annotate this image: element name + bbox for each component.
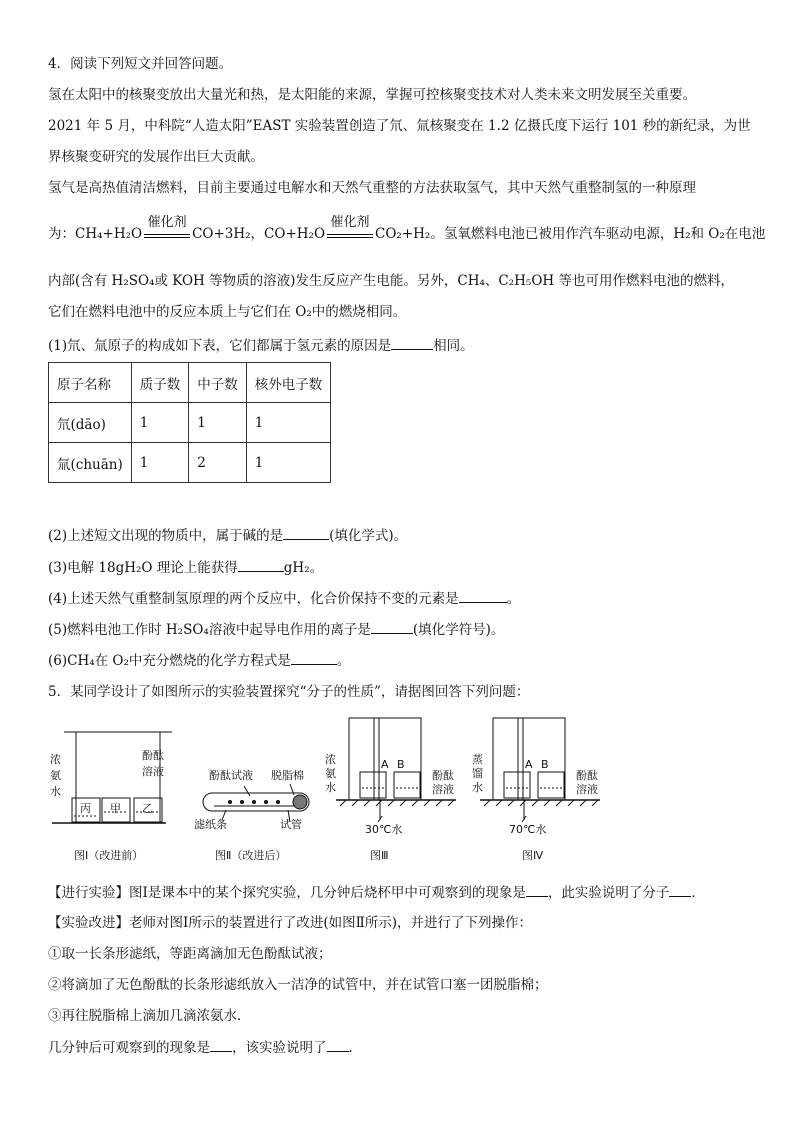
fig2-strip-label: 滤纸条 — [194, 818, 227, 831]
fig4-left-label-1: 蒸 — [472, 753, 483, 766]
q4-sub-3: (3)电解 18gH₂O 理论上能获得 gH₂。 — [48, 557, 323, 578]
answer-blank[interactable] — [291, 650, 337, 665]
q4-paragraph-2b: 界核聚变研究的发展作出巨大贡献。 — [48, 149, 264, 165]
fig1-beaker-bing: 丙 — [80, 802, 91, 815]
fig3-caption: 图Ⅲ — [370, 849, 389, 862]
q4-title: 4．阅读下列短文并回答问题。 — [48, 56, 233, 72]
fig1-left-label-1: 浓 — [50, 753, 61, 766]
fig2-tube-label: 试管 — [280, 818, 302, 831]
fig4-right-label-2: 溶液 — [576, 783, 598, 796]
fig2-reagent-label: 酚酞试液 — [209, 769, 253, 782]
fig1-beaker-jia: 甲 — [110, 802, 121, 815]
answer-blank[interactable] — [210, 1037, 232, 1052]
answer-blank[interactable] — [391, 335, 433, 350]
reaction-arrow-2 — [325, 214, 375, 245]
table-cell: 氚(chuān) — [49, 443, 132, 483]
q4-sub-5: (5)燃料电池工作时 H₂SO₄溶液中起导电作用的离子是 (填化学符号)。 — [48, 619, 504, 640]
fig1-caption: 图Ⅰ（改进前） — [74, 849, 144, 862]
fig3-right-label-1: 酚酞 — [432, 769, 454, 782]
isotope-table — [48, 362, 331, 483]
table-header: 中子数 — [189, 363, 247, 403]
q4-equation-line — [48, 214, 766, 245]
fig4-right-label-1: 酚酞 — [576, 769, 598, 782]
q5-improvement-line: 【实验改进】老师对图Ⅰ所示的装置进行了改进(如图Ⅱ所示)，并进行了下列操作： — [48, 915, 533, 931]
answer-blank[interactable] — [371, 619, 413, 634]
answer-blank[interactable] — [669, 882, 691, 897]
q5-observation-line: 几分钟后可观察到的现象是 ，该实验说明了 ． — [48, 1037, 362, 1058]
table-cell: 1 — [131, 403, 189, 443]
q4-paragraph-5: 内部(含有 H₂SO₄或 KOH 等物质的溶液)发生反应产生电能。另外，CH₄、C₂H₅OH 等也可用作燃料电池的燃料， — [48, 273, 734, 289]
table-cell: 2 — [189, 443, 247, 483]
q4-sub-4: (4)上述天然气重整制氢原理的两个反应中，化合价保持不变的元素是 。 — [48, 588, 520, 609]
answer-blank[interactable] — [283, 525, 329, 540]
fig1-right-label-1: 酚酞 — [142, 749, 164, 762]
answer-blank[interactable] — [459, 588, 507, 603]
table-header: 原子名称 — [49, 363, 132, 403]
fig3-left-label-1: 浓 — [325, 753, 336, 766]
q4-paragraph-1: 氢在太阳中的核聚变放出大量光和热，是太阳能的来源，掌握可控核聚变技术对人类未来文明发展至关重要。 — [48, 87, 696, 103]
table-header-row — [49, 363, 331, 403]
table-cell: 氘(dāo) — [49, 403, 132, 443]
fig1-left-label-3: 水 — [50, 785, 61, 798]
table-header: 核外电子数 — [246, 363, 331, 403]
q5-title: 5．某同学设计了如图所示的实验装置探究“分子的性质”，请据图回答下列问题： — [48, 684, 530, 700]
fig3-label-a: A — [381, 758, 389, 771]
q4-sub-1: (1)氘、氚原子的构成如下表，它们都属于氢元素的原因是 相同。 — [48, 335, 474, 356]
equation-middle: CO+3H₂，CO+H₂O — [192, 226, 326, 242]
fig4-water-label: 70℃水 — [509, 823, 547, 836]
equation-suffix: CO₂+H₂。氢氧燃料电池已被用作汽车驱动电源，H₂和 O₂在电池 — [375, 226, 766, 242]
q4-paragraph-6: 它们在燃料电池中的反应本质上与它们在 O₂中的燃烧相同。 — [48, 304, 407, 320]
fig3-label-b: B — [397, 758, 405, 771]
fig3-left-label-3: 水 — [325, 781, 336, 794]
fig3-water-label: 30℃水 — [365, 823, 403, 836]
q4-sub-6: (6)CH₄在 O₂中充分燃烧的化学方程式是 。 — [48, 650, 350, 671]
table-cell: 1 — [246, 443, 331, 483]
fig4-label-b: B — [541, 758, 549, 771]
q4-paragraph-3: 氢气是高热值清洁燃料，目前主要通过电解水和天然气重整的方法获取氢气，其中天然气重整制氢的一种原理 — [48, 180, 696, 196]
experiment-figures — [44, 712, 614, 867]
filter-strip-dots — [228, 800, 280, 804]
fig1-right-label-2: 溶液 — [142, 765, 164, 778]
answer-blank[interactable] — [327, 1037, 349, 1052]
reaction-arrow-1 — [142, 214, 192, 245]
q4-paragraph-2a: 2021 年 5 月，中科院“人造太阳”EAST 实验装置创造了氘、氚核聚变在 1.2 亿摄氏度下运行 101 秒的新纪录，为世 — [48, 118, 751, 134]
fig4-left-label-2: 馏 — [472, 767, 483, 780]
figure-2 — [203, 784, 309, 822]
table-header: 质子数 — [131, 363, 189, 403]
fig4-label-a: A — [525, 758, 533, 771]
fig3-left-label-2: 氨 — [325, 767, 336, 780]
catalyst-label-2: 催化剂 — [330, 214, 370, 230]
catalyst-label-1: 催化剂 — [147, 214, 187, 230]
q5-step-1: ①取一长条形滤纸，等距离滴加无色酚酞试液； — [48, 946, 332, 962]
q5-experiment-line: 【进行实验】图Ⅰ是课本中的某个探究实验，几分钟后烧杯甲中可观察到的现象是 ，此实验说明了分子 ． — [48, 882, 705, 903]
table-cell: 1 — [189, 403, 247, 443]
fig2-cotton-label: 脱脂棉 — [271, 769, 304, 782]
fig3-right-label-2: 溶液 — [432, 783, 454, 796]
fig1-beaker-yi: 乙 — [142, 802, 153, 815]
answer-blank[interactable] — [526, 882, 548, 897]
equation-prefix: 为：CH₄+H₂O — [48, 226, 143, 242]
q5-step-2: ②将滴加了无色酚酞的长条形滤纸放入一洁净的试管中，并在试管口塞一团脱脂棉； — [48, 977, 548, 993]
fig2-caption: 图Ⅱ（改进后） — [215, 849, 287, 862]
fig1-left-label-2: 氨 — [50, 769, 61, 782]
q4-sub-2: (2)上述短文出现的物质中，属于碱的是 (填化学式)。 — [48, 525, 407, 546]
answer-blank[interactable] — [238, 557, 284, 572]
table-cell: 1 — [131, 443, 189, 483]
table-row — [49, 403, 331, 443]
fig4-caption: 图Ⅳ — [522, 849, 544, 862]
fig4-left-label-3: 水 — [472, 781, 483, 794]
q5-step-3: ③再往脱脂棉上滴加几滴浓氨水． — [48, 1008, 251, 1024]
table-cell: 1 — [246, 403, 331, 443]
table-row — [49, 443, 331, 483]
